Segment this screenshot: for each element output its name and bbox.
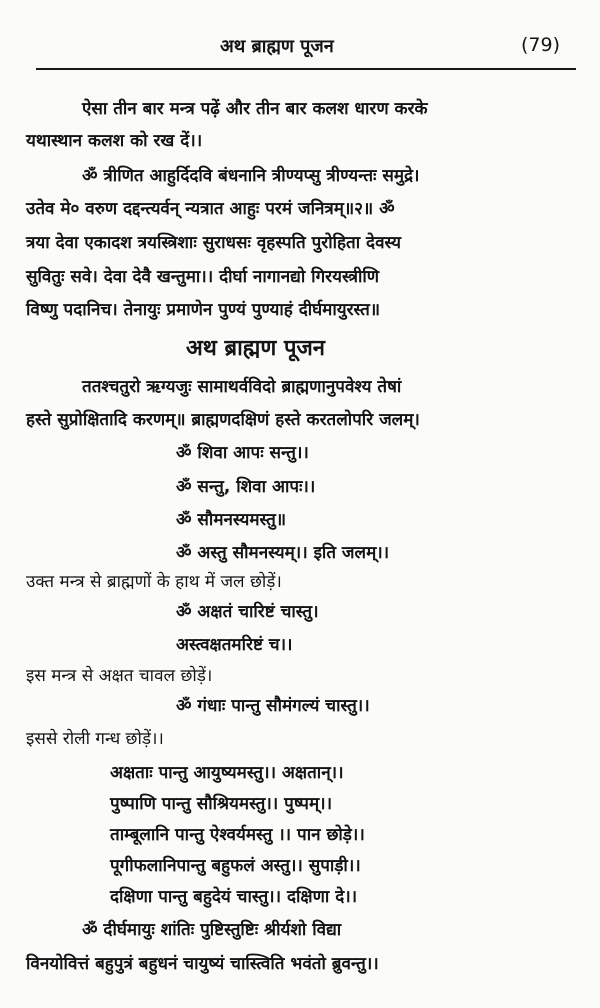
instruction-line: उक्त मन्त्र से ब्राह्मणों के हाथ में जल छोड़ें।	[26, 572, 282, 592]
page-number: (79)	[520, 34, 560, 56]
mantra-line: विनयोवित्तं बहुपुत्रं बहुधनं चायुष्यं चास्त्विति भवंतो ब्रुवन्तु।।	[26, 954, 379, 974]
header-rule	[36, 68, 576, 70]
mantra-line: ॐ त्रीणित आहुर्दिदवि बंधनानि त्रीण्यप्सु त्रीण्यन्तः समुद्रे।	[82, 166, 420, 186]
running-header	[0, 34, 600, 64]
mantra-line: विष्णु पदानिच। तेनायुः प्रमाणेन पुण्यं पुण्याहं दीर्घमायुरस्त॥	[26, 300, 381, 320]
mantra-line: सुवितुः सवे। देवा देवै खन्तुमा।। दीर्घा नागानद्यो गिरयस्त्रीणि	[26, 267, 380, 287]
mantra-line: पूगीफलानिपान्तु बहुफलं अस्तु।। सुपाड़ी।।	[110, 856, 361, 876]
text-line: ऐसा तीन बार मन्त्र पढ़ें और तीन बार कलश धारण करके	[82, 99, 428, 119]
mantra-line: ॐ दीर्घमायुः शांतिः पुष्टिस्तुष्टिः श्रीर्यशो विद्या	[82, 920, 342, 940]
instruction-line: इससे रोली गन्ध छोड़ें।।	[26, 729, 164, 749]
mantra-line: पुष्पाणि पान्तु सौश्रियमस्तु।। पुष्पम्।।	[110, 794, 333, 814]
mantra-line: अस्त्वक्षतमरिष्टं च।।	[176, 635, 293, 655]
mantra-line: ॐ अक्षतं चारिष्टं चास्तु।	[176, 602, 319, 622]
mantra-line: ततश्चतुरो ऋग्यजुः सामाथर्वविदो ब्राह्मणानुपवेश्य तेषां	[82, 377, 402, 397]
mantra-line: त्रया देवा एकादश त्रयस्त्रिशाः सुराधसः वृहस्पति पुरोहिता देवस्य	[26, 233, 402, 253]
mantra-line: दक्षिणा पान्तु बहुदेयं चास्तु।। दक्षिणा दे।।	[110, 887, 358, 907]
section-heading: अथ ब्राह्मण पूजन	[186, 336, 326, 361]
mantra-line: हस्ते सुप्रोक्षितादि करणम्॥ ब्राह्मणदक्षिणं हस्ते करतलोपरि जलम्।	[26, 410, 420, 430]
mantra-line: अक्षताः पान्तु आयुष्यमस्तु।। अक्षतान्।।	[110, 763, 344, 783]
instruction-line: इस मन्त्र से अक्षत चावल छोड़ें।	[26, 666, 213, 686]
mantra-line: ॐ सन्तु, शिवा आपः।।	[176, 477, 316, 497]
mantra-line: ताम्बूलानि पान्तु ऐश्वर्यमस्तु ।। पान छोड़े।।	[110, 825, 365, 845]
mantra-line: ॐ अस्तु सौमनस्यम्।। इति जलम्।।	[176, 543, 390, 563]
mantra-line: ॐ शिवा आपः सन्तु।।	[176, 443, 309, 463]
running-header-title: अथ ब्राह्मण पूजन	[220, 36, 334, 57]
mantra-line: उतेव मे० वरुण दद्दन्त्यर्वन् न्यत्रात आहुः परमं जनित्रम्॥२॥ ॐ	[26, 199, 395, 219]
mantra-line: ॐ गंधाः पान्तु सौमंगल्यं चास्तु।।	[176, 696, 370, 716]
text-line: यथास्थान कलश को रख दें।।	[26, 131, 203, 151]
mantra-line: ॐ सौमनस्यमस्तु॥	[176, 510, 287, 530]
